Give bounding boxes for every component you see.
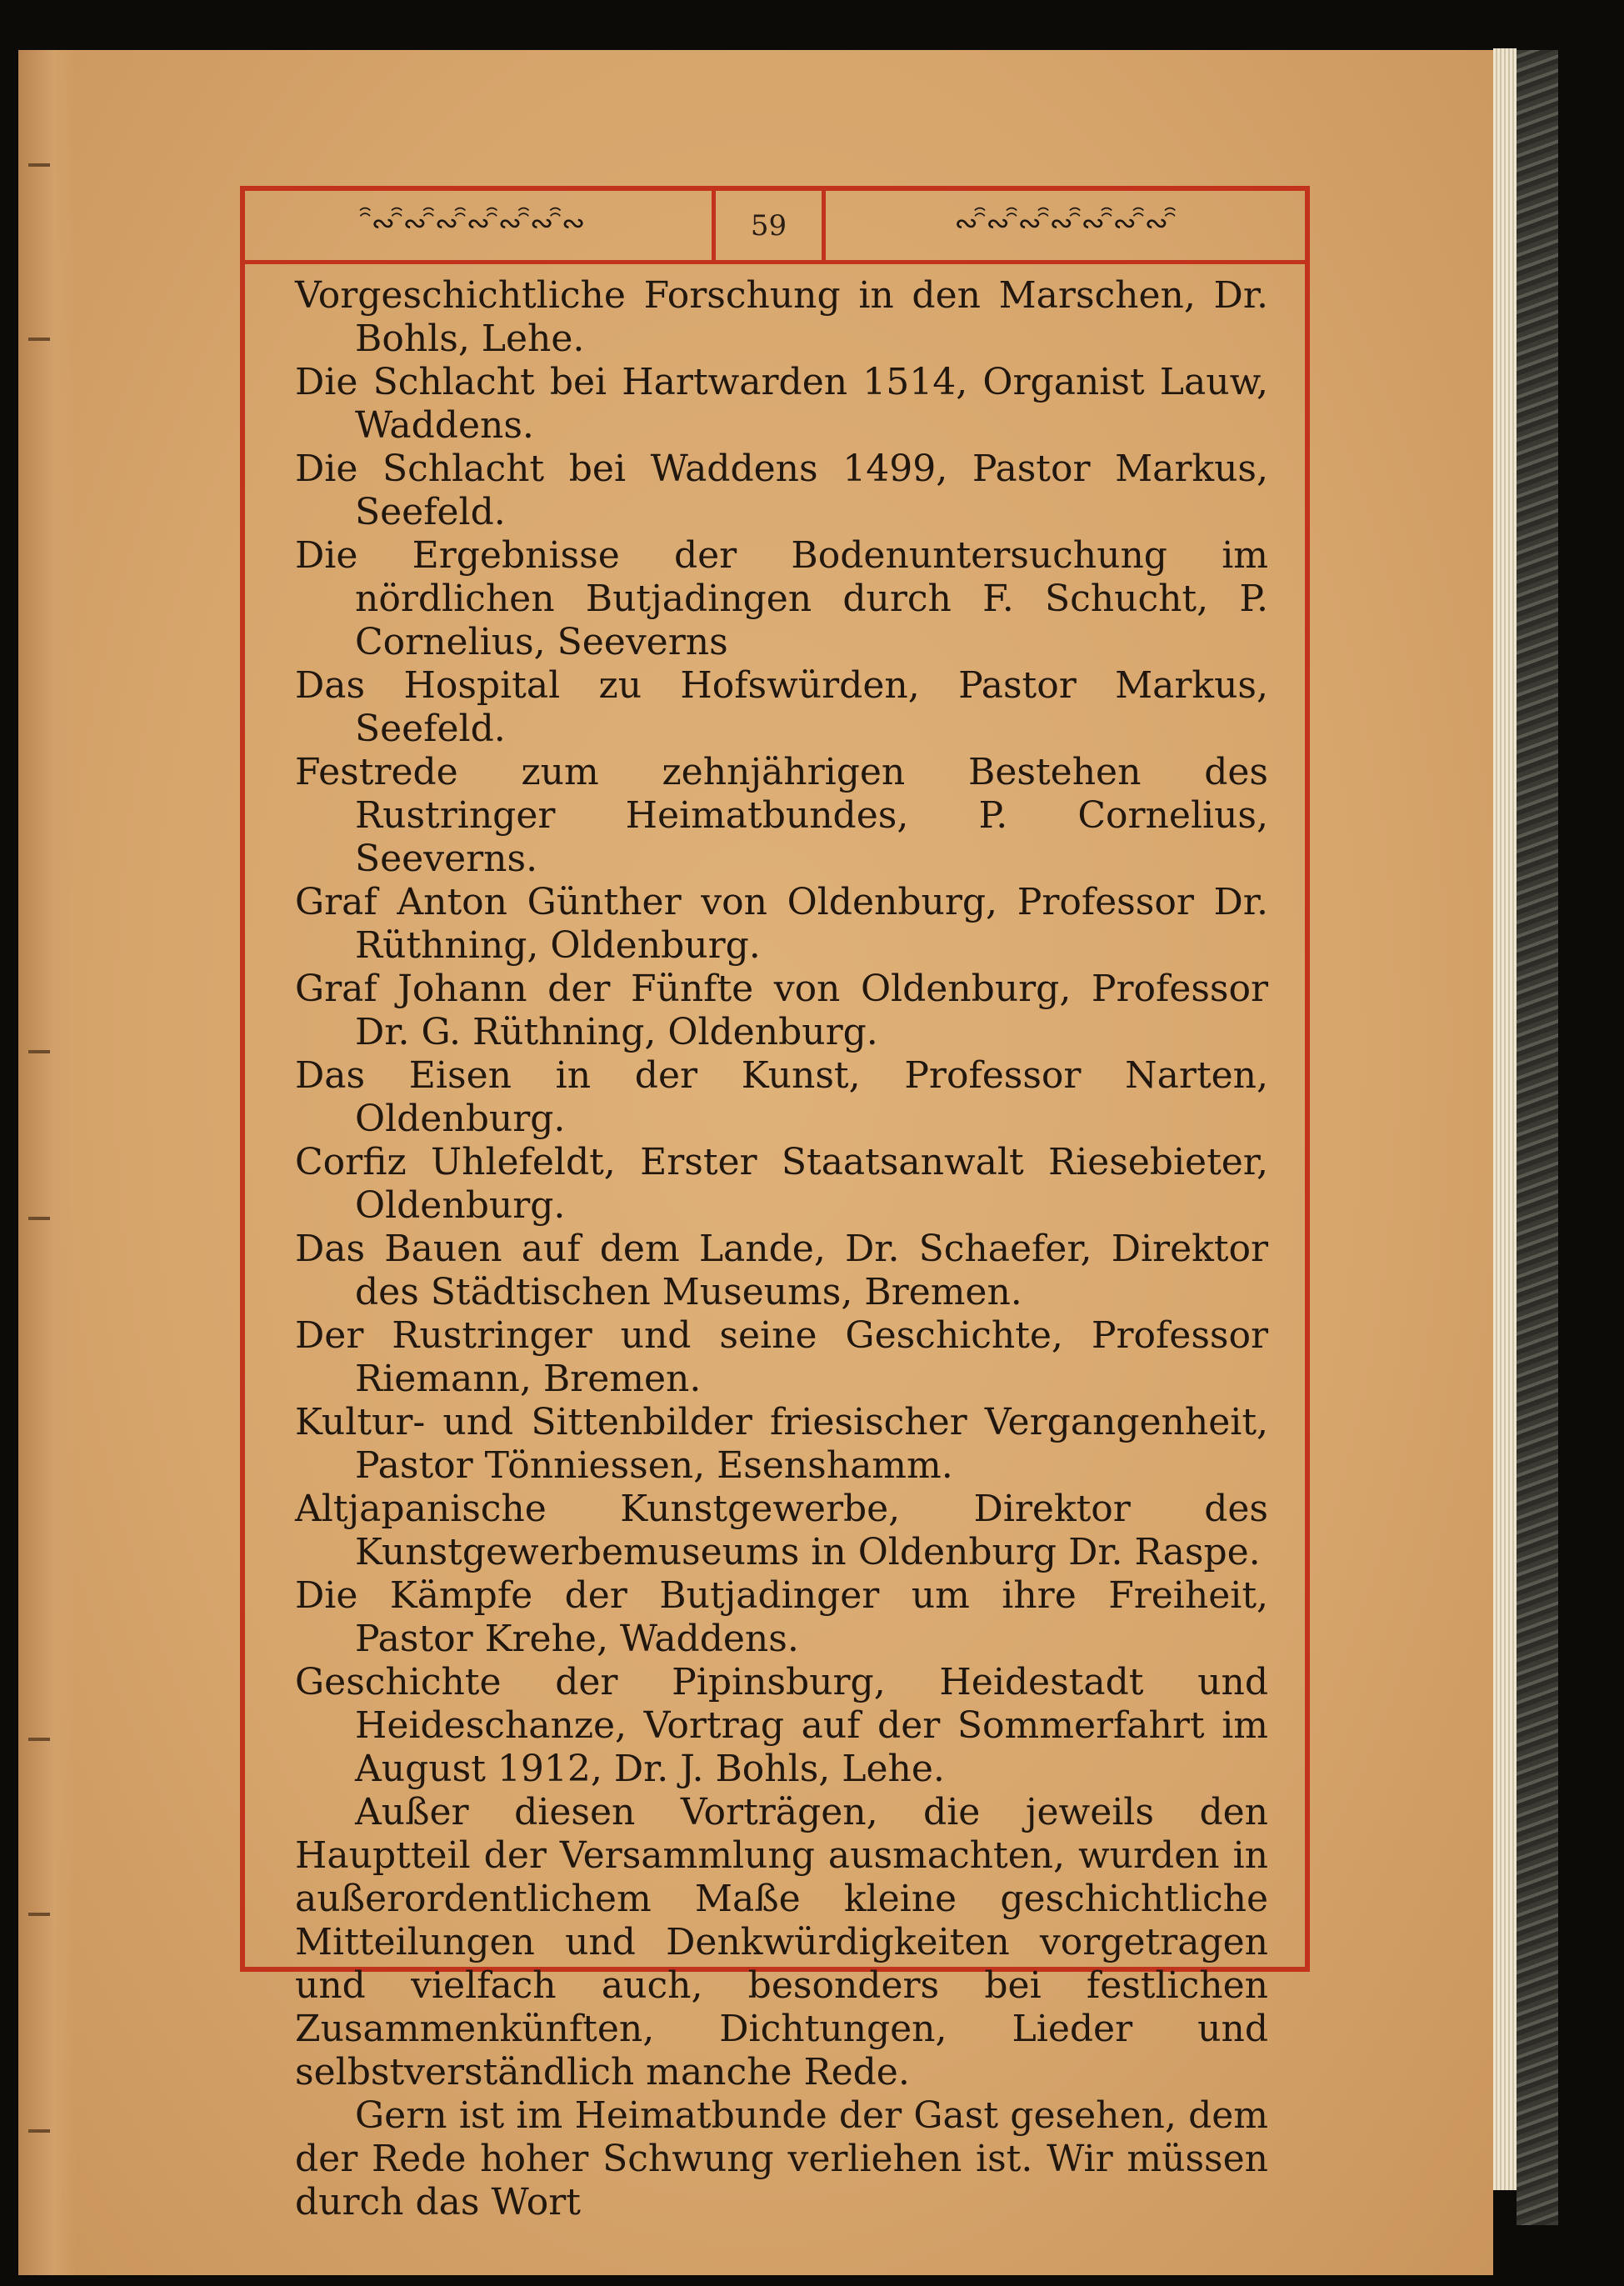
page-body bbox=[295, 274, 1268, 2224]
lecture-entry: Graf Anton Günther von Oldenburg, Professor Dr. Rüthning, Oldenburg. bbox=[295, 881, 1268, 967]
ornament-right-icon: ∾ꩰ∾ꩰ∾ꩰ∾ꩰ∾ꩰ∾ꩰ∾ꩰ bbox=[954, 207, 1177, 240]
lecture-entry: Festrede zum zehnjährigen Bestehen des Rustringer Heimatbundes, P. Cornelius, Seeverns. bbox=[295, 751, 1268, 880]
lecture-entry: Kultur- und Sittenbilder friesischer Vergangenheit, Pastor Tönniessen, Esenshamm. bbox=[295, 1401, 1268, 1487]
binding-stitch bbox=[28, 1738, 50, 1741]
book-spine-shadow bbox=[18, 50, 77, 2275]
lecture-entry: Das Hospital zu Hofswürden, Pastor Markus, Seefeld. bbox=[295, 664, 1268, 750]
binding-stitch bbox=[28, 1217, 50, 1220]
lecture-entry: Geschichte der Pipinsburg, Heidestadt und Heideschanze, Vortrag auf der Sommerfahrt im August 1912, Dr. J. Bohls, Lehe. bbox=[295, 1661, 1268, 1790]
page-edges bbox=[1493, 48, 1517, 2190]
lecture-entry: Die Schlacht bei Waddens 1499, Pastor Markus, Seefeld. bbox=[295, 448, 1268, 533]
page-number: 59 bbox=[716, 191, 826, 260]
binding-stitch bbox=[28, 163, 50, 167]
binding-stitch bbox=[28, 2129, 50, 2133]
lecture-entry: Die Ergebnisse der Bodenuntersuchung im nördlichen Butjadingen durch F. Schucht, P. Cornelius, Seeverns bbox=[295, 534, 1268, 663]
lecture-entry: Der Rustringer und seine Geschichte, Professor Riemann, Bremen. bbox=[295, 1314, 1268, 1400]
lecture-entry: Das Eisen in der Kunst, Professor Narten, Oldenburg. bbox=[295, 1054, 1268, 1140]
binding-stitch bbox=[28, 338, 50, 341]
header-ornament-right bbox=[826, 191, 1305, 260]
red-text-frame bbox=[240, 186, 1310, 2223]
body-paragraph: Außer diesen Vorträgen, die jeweils den Hauptteil der Versammlung ausmachten, wurden in außerordentlichem Maße kleine geschichtliche Mitteilungen und Denkwürdigkeiten vorgetragen und vielfach auch, besonders bei festlichen Zusammenkünften, Dichtungen, Lieder und selbstverständlich manche Rede. bbox=[295, 1791, 1268, 2093]
ornament-left-icon: ꩰ∾ꩰ∾ꩰ∾ꩰ∾ꩰ∾ꩰ∾ꩰ∾ bbox=[372, 207, 584, 240]
lecture-entry: Graf Johann der Fünfte von Oldenburg, Professor Dr. G. Rüthning, Oldenburg. bbox=[295, 968, 1268, 1053]
binding-stitch bbox=[28, 1913, 50, 1916]
running-header bbox=[245, 191, 1305, 264]
lecture-entry: Altjapanische Kunstgewerbe, Direktor des Kunstgewerbemuseums in Oldenburg Dr. Raspe. bbox=[295, 1488, 1268, 1573]
body-paragraph: Gern ist im Heimatbunde der Gast gesehen, dem der Rede hoher Schwung verliehen ist. Wir müssen durch das Wort bbox=[295, 2094, 1268, 2223]
header-ornament-left bbox=[245, 191, 716, 260]
lecture-entry: Die Schlacht bei Hartwarden 1514, Organist Lauw, Waddens. bbox=[295, 361, 1268, 447]
binding-stitch bbox=[28, 1050, 50, 1053]
lecture-entry: Vorgeschichtliche Forschung in den Marschen, Dr. Bohls, Lehe. bbox=[295, 274, 1268, 360]
lecture-entry: Das Bauen auf dem Lande, Dr. Schaefer, Direktor des Städtischen Museums, Bremen. bbox=[295, 1228, 1268, 1313]
lecture-entry: Corfiz Uhlefeldt, Erster Staatsanwalt Riesebieter, Oldenburg. bbox=[295, 1141, 1268, 1227]
lecture-entry: Die Kämpfe der Butjadinger um ihre Freiheit, Pastor Krehe, Waddens. bbox=[295, 1574, 1268, 1660]
book-cover-edge bbox=[1517, 50, 1558, 2225]
